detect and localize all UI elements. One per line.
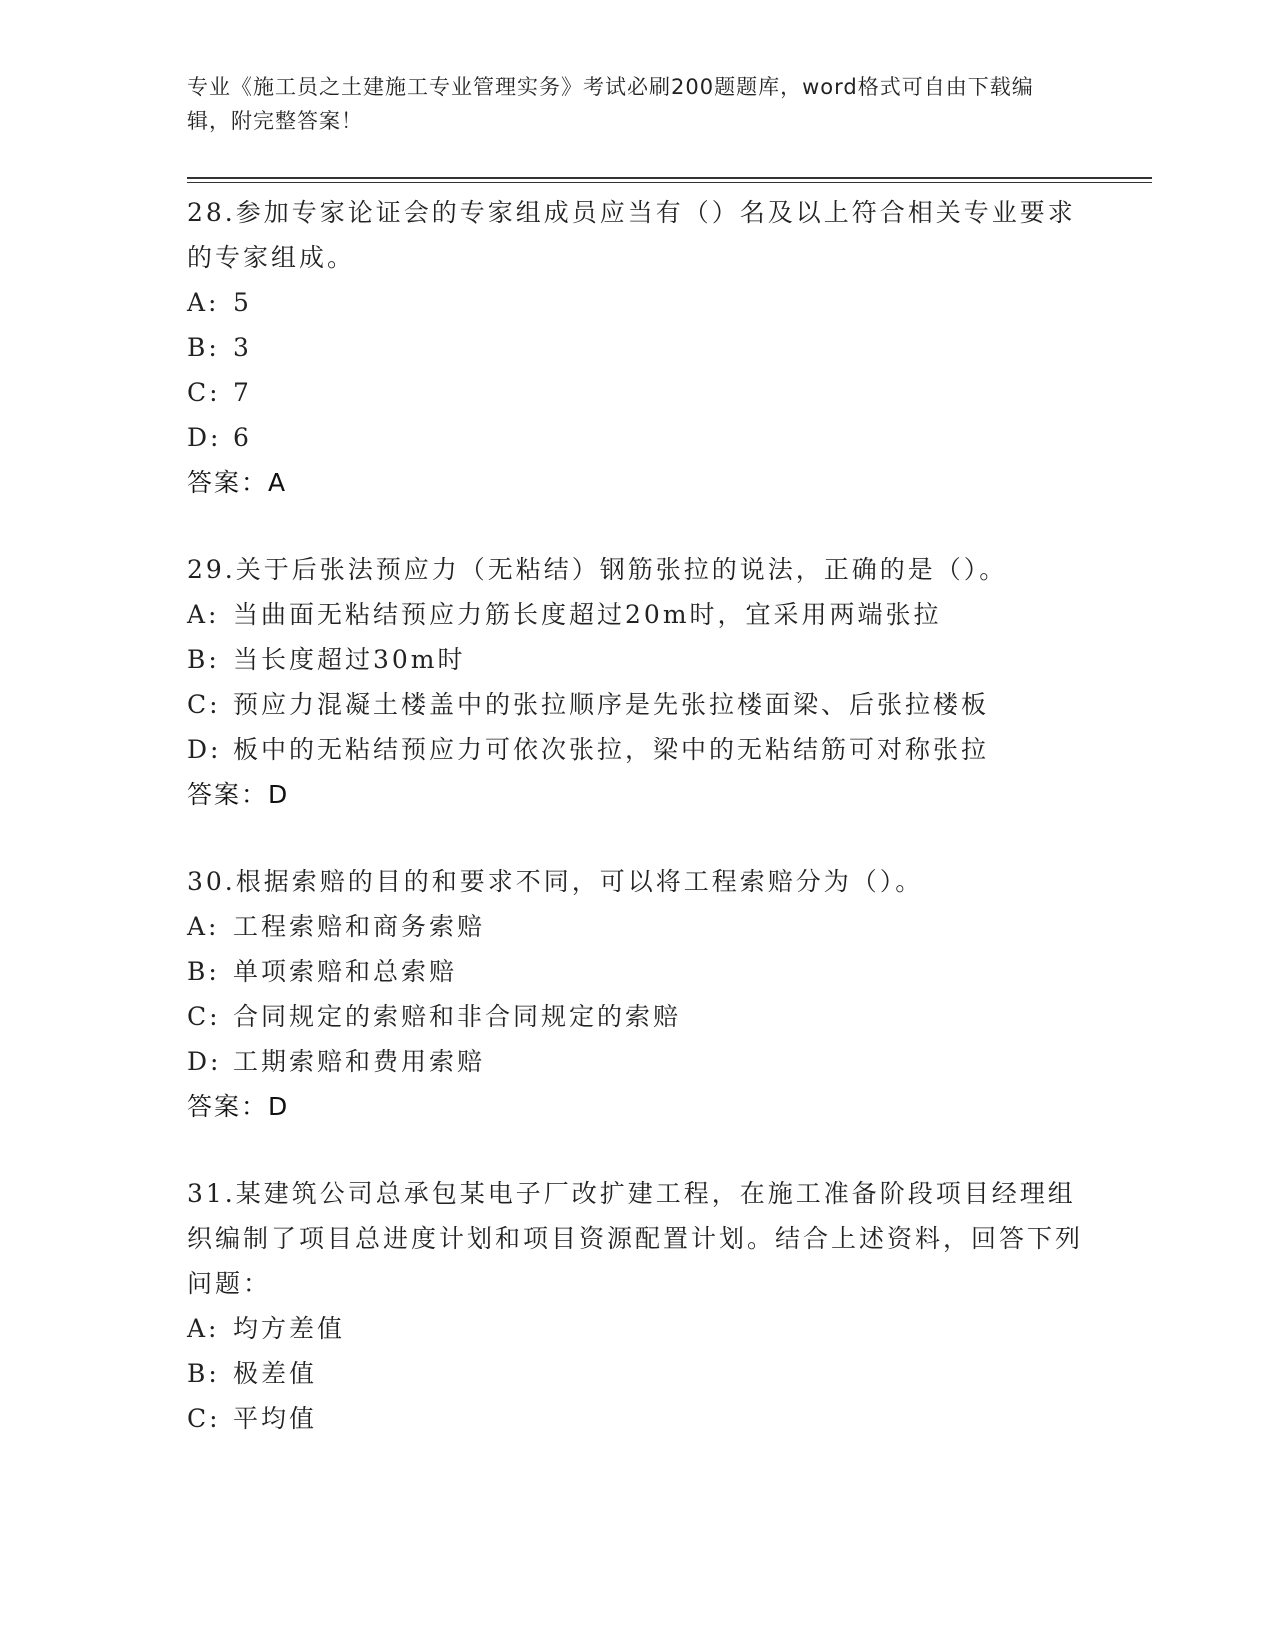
option-key: C: xyxy=(187,1002,221,1031)
option-key: C: xyxy=(187,690,221,719)
option-key: D: xyxy=(187,1047,222,1076)
question-stem: 29.关于后张法预应力（无粘结）钢筋张拉的说法，正确的是（）。 xyxy=(187,555,1008,584)
option-c xyxy=(187,1396,1087,1441)
option-text: 7 xyxy=(233,378,252,407)
option-a xyxy=(187,280,1087,325)
option-text: 工期索赔和费用索赔 xyxy=(233,1047,486,1076)
option-c xyxy=(187,370,1087,415)
option-b xyxy=(187,637,1087,682)
option-key: B: xyxy=(187,645,220,674)
option-c xyxy=(187,682,1087,727)
question-29 xyxy=(187,547,1087,817)
option-text: 工程索赔和商务索赔 xyxy=(233,912,486,941)
option-b xyxy=(187,325,1087,370)
question-stem: 30.根据索赔的目的和要求不同，可以将工程索赔分为（）。 xyxy=(187,867,924,896)
answer-line: 答案：D xyxy=(187,1092,290,1121)
question-list xyxy=(187,190,1087,1441)
option-text: 合同规定的索赔和非合同规定的索赔 xyxy=(233,1002,682,1031)
option-key: B: xyxy=(187,333,220,362)
option-key: C: xyxy=(187,378,221,407)
option-text: 均方差值 xyxy=(233,1314,346,1343)
option-a xyxy=(187,1306,1087,1351)
option-text: 极差值 xyxy=(233,1359,318,1388)
header-divider xyxy=(187,177,1152,183)
option-text: 当曲面无粘结预应力筋长度超过20m时，宜采用两端张拉 xyxy=(233,600,942,629)
option-key: A: xyxy=(187,912,220,941)
option-key: A: xyxy=(187,1314,220,1343)
question-31 xyxy=(187,1171,1087,1441)
option-b xyxy=(187,1351,1087,1396)
option-text: 单项索赔和总索赔 xyxy=(233,957,458,986)
option-a xyxy=(187,592,1087,637)
question-stem: 31.某建筑公司总承包某电子厂改扩建工程，在施工准备阶段项目经理组织编制了项目总进度计划和项目资源配置计划。结合上述资料，回答下列问题： xyxy=(187,1179,1084,1298)
option-key: A: xyxy=(187,600,220,629)
option-c xyxy=(187,994,1087,1039)
option-key: D: xyxy=(187,423,222,452)
option-d xyxy=(187,415,1087,460)
option-d xyxy=(187,727,1087,772)
option-text: 5 xyxy=(233,288,252,317)
option-key: D: xyxy=(187,735,222,764)
option-text: 6 xyxy=(233,423,252,452)
question-stem: 28.参加专家论证会的专家组成员应当有（）名及以上符合相关专业要求的专家组成。 xyxy=(187,198,1076,272)
answer-line: 答案：D xyxy=(187,780,290,809)
option-text: 平均值 xyxy=(233,1404,318,1433)
option-text: 板中的无粘结预应力可依次张拉，梁中的无粘结筋可对称张拉 xyxy=(233,735,990,764)
option-b xyxy=(187,949,1087,994)
option-key: B: xyxy=(187,1359,220,1388)
document-header: 专业《施工员之土建施工专业管理实务》考试必刷200题题库，word格式可自由下载编辑，附完整答案！ xyxy=(187,75,1034,133)
option-key: B: xyxy=(187,957,220,986)
option-text: 预应力混凝土楼盖中的张拉顺序是先张拉楼面梁、后张拉楼板 xyxy=(233,690,990,719)
option-key: A: xyxy=(187,288,220,317)
question-28 xyxy=(187,190,1087,505)
question-30 xyxy=(187,859,1087,1129)
option-text: 3 xyxy=(233,333,252,362)
answer-line: 答案：A xyxy=(187,468,288,497)
option-d xyxy=(187,1039,1087,1084)
option-a xyxy=(187,904,1087,949)
option-key: C: xyxy=(187,1404,221,1433)
option-text: 当长度超过30m时 xyxy=(233,645,466,674)
